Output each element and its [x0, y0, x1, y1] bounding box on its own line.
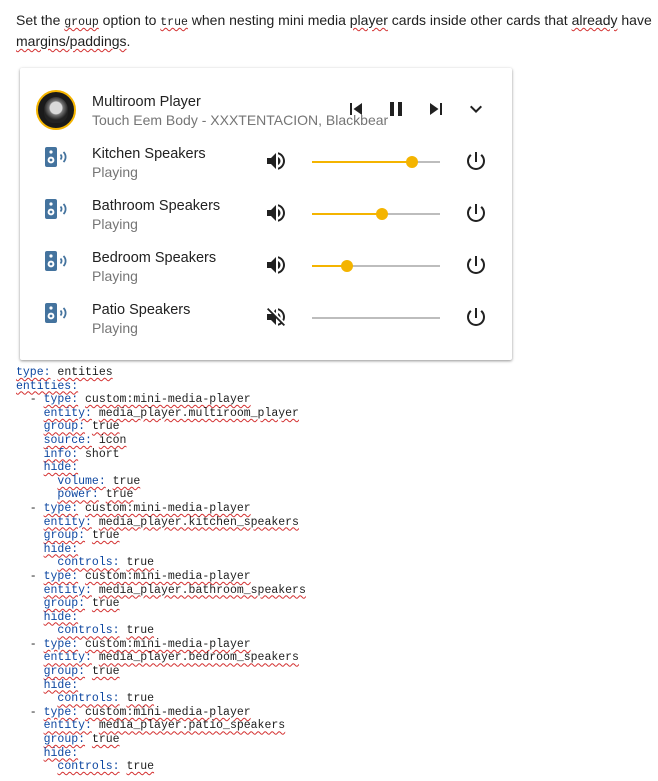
- media-player-card: [20, 68, 512, 360]
- yaml-line: [16, 420, 306, 434]
- album-art[interactable]: [36, 90, 76, 130]
- intro-text: [16, 11, 656, 50]
- yaml-line: [16, 488, 306, 502]
- yaml-key: hide:: [43, 461, 79, 475]
- yaml-key: controls:: [57, 556, 120, 570]
- power-button[interactable]: [464, 149, 488, 173]
- skip-previous-icon: [344, 97, 368, 121]
- yaml-line: [16, 407, 306, 421]
- code-group-option: group: [64, 16, 99, 29]
- yaml-key: entity:: [43, 583, 92, 597]
- speaker-icon: [44, 198, 70, 222]
- yaml-key: controls:: [57, 760, 120, 774]
- yaml-value: media_player.bedroom_speakers: [98, 651, 299, 665]
- yaml-line: - type: custom:mini-media-player: [16, 705, 251, 719]
- intro-text-part: cards inside other cards that: [387, 12, 572, 28]
- yaml-value: true: [91, 665, 120, 679]
- yaml-line: [16, 434, 306, 448]
- yaml-line: [16, 679, 306, 693]
- volume-fill: [312, 161, 412, 163]
- yaml-value: true: [91, 529, 120, 543]
- yaml-key: entity:: [43, 651, 92, 665]
- volume-high-icon: [264, 253, 288, 277]
- yaml-key: type:: [43, 569, 79, 583]
- yaml-key: controls:: [57, 624, 120, 638]
- intro-text-part: have: [617, 12, 652, 28]
- mute-button[interactable]: [264, 253, 288, 277]
- yaml-key: type:: [43, 501, 79, 515]
- yaml-value: media_player.patio_speakers: [98, 719, 286, 733]
- yaml-line: - type: custom:mini-media-player: [16, 569, 251, 583]
- volume-slider[interactable]: [312, 161, 440, 163]
- yaml-value: custom:mini-media-player: [85, 569, 251, 583]
- speaker-name: Bedroom Speakers: [92, 250, 217, 266]
- power-button[interactable]: [464, 305, 488, 329]
- speaker-name: Kitchen Speakers: [92, 146, 206, 162]
- yaml-key: volume:: [57, 474, 106, 488]
- yaml-key: group:: [43, 665, 86, 679]
- speaker-icon: [44, 250, 70, 274]
- yaml-key: entities:: [16, 379, 79, 393]
- yaml-key: hide:: [43, 678, 79, 692]
- yaml-value: true: [126, 556, 155, 570]
- intro-text-part: when nesting mini media: [187, 12, 350, 28]
- yaml-line: - type: custom:mini-media-player: [16, 637, 251, 651]
- yaml-line: [16, 556, 306, 570]
- yaml-key: entity:: [43, 515, 92, 529]
- player-title: Multiroom Player: [92, 94, 201, 110]
- yaml-key: hide:: [43, 610, 79, 624]
- yaml-value: true: [91, 420, 120, 434]
- speaker-state: Playing: [92, 216, 138, 232]
- yaml-value: true: [105, 488, 134, 502]
- yaml-key: type:: [43, 637, 79, 651]
- main-player-row: [20, 84, 512, 136]
- speaker-icon: [44, 146, 70, 170]
- volume-slider-thumb[interactable]: [406, 156, 418, 168]
- yaml-line: [16, 366, 306, 380]
- yaml-key: group:: [43, 597, 86, 611]
- yaml-key: group:: [43, 733, 86, 747]
- speaker-icon: [44, 302, 70, 326]
- yaml-line: [16, 624, 306, 638]
- yaml-key: type:: [16, 366, 51, 379]
- yaml-value: media_player.bathroom_speakers: [98, 583, 306, 597]
- unmute-button[interactable]: [264, 305, 288, 329]
- yaml-line: [16, 380, 306, 394]
- speaker-name: Bathroom Speakers: [92, 198, 221, 214]
- yaml-line: - type: custom:mini-media-player: [16, 501, 251, 515]
- yaml-line: [16, 529, 306, 543]
- yaml-key: info:: [43, 447, 79, 461]
- yaml-key: entity:: [43, 406, 92, 420]
- yaml-value: true: [126, 624, 155, 638]
- yaml-key: controls:: [57, 692, 120, 706]
- power-icon: [464, 305, 488, 329]
- intro-word-player: player: [349, 12, 388, 28]
- volume-slider[interactable]: [312, 213, 440, 215]
- yaml-line: [16, 461, 306, 475]
- yaml-line: [16, 597, 306, 611]
- chevron-down-icon: [464, 97, 488, 121]
- intro-text-part: option to: [98, 12, 161, 28]
- volume-slider[interactable]: [312, 317, 440, 319]
- yaml-line: [16, 665, 306, 679]
- power-icon: [464, 253, 488, 277]
- previous-track-button[interactable]: [344, 97, 368, 121]
- speaker-row-kitchen: [20, 136, 512, 188]
- yaml-value: true: [112, 474, 141, 488]
- yaml-line: [16, 651, 306, 665]
- volume-slider-thumb[interactable]: [376, 208, 388, 220]
- yaml-line: - type: custom:mini-media-player: [16, 393, 251, 407]
- skip-next-icon: [424, 97, 448, 121]
- yaml-value: true: [91, 733, 120, 747]
- yaml-key: type:: [43, 393, 79, 407]
- intro-word-margins: margins/paddings: [16, 33, 127, 49]
- pause-button[interactable]: [384, 97, 408, 121]
- power-button[interactable]: [464, 253, 488, 277]
- yaml-value: custom:mini-media-player: [85, 705, 251, 719]
- yaml-key: group:: [43, 420, 86, 434]
- yaml-key: source:: [43, 433, 92, 447]
- yaml-key: group:: [43, 529, 86, 543]
- yaml-value: true: [126, 692, 155, 706]
- yaml-line: [16, 733, 306, 747]
- power-icon: [464, 149, 488, 173]
- power-icon: [464, 201, 488, 225]
- yaml-line: [16, 543, 306, 557]
- yaml-key: hide:: [43, 542, 79, 556]
- volume-slider[interactable]: [312, 265, 440, 267]
- yaml-key: type:: [43, 705, 79, 719]
- yaml-line: [16, 760, 306, 774]
- yaml-line: [16, 475, 306, 489]
- volume-high-icon: [264, 149, 288, 173]
- intro-text-part: Set the: [16, 12, 65, 28]
- speaker-row-patio: [20, 292, 512, 344]
- yaml-value: custom:mini-media-player: [85, 501, 251, 515]
- power-button[interactable]: [464, 201, 488, 225]
- mute-button[interactable]: [264, 201, 288, 225]
- volume-fill: [312, 213, 382, 215]
- yaml-value: custom:mini-media-player: [85, 393, 251, 407]
- volume-slider-thumb[interactable]: [341, 260, 353, 272]
- yaml-value: media_player.multiroom_player: [98, 406, 299, 420]
- mute-button[interactable]: [264, 149, 288, 173]
- yaml-line: [16, 719, 306, 733]
- next-track-button[interactable]: [424, 97, 448, 121]
- speaker-state: Playing: [92, 164, 138, 180]
- yaml-line: [16, 611, 306, 625]
- expand-button[interactable]: [464, 97, 488, 121]
- yaml-line: [16, 692, 306, 706]
- intro-word-already: already: [571, 12, 618, 28]
- yaml-line: [16, 448, 306, 462]
- speaker-row-bedroom: [20, 240, 512, 292]
- code-true-value: true: [160, 16, 188, 29]
- yaml-code-block: [16, 366, 306, 774]
- volume-high-icon: [264, 201, 288, 225]
- yaml-key: power:: [57, 488, 99, 502]
- speaker-name: Patio Speakers: [92, 302, 191, 318]
- yaml-value: icon: [98, 433, 127, 447]
- yaml-line: [16, 516, 306, 530]
- speaker-state: Playing: [92, 320, 138, 336]
- intro-text-part: .: [126, 33, 131, 49]
- album-art-image: [44, 97, 68, 123]
- yaml-value: entities: [57, 366, 113, 379]
- yaml-key: entity:: [43, 719, 92, 733]
- yaml-value: custom:mini-media-player: [85, 637, 251, 651]
- yaml-value: true: [91, 597, 120, 611]
- speaker-row-bathroom: [20, 188, 512, 240]
- yaml-value: short: [85, 447, 120, 461]
- pause-icon: [384, 97, 408, 121]
- yaml-key: hide:: [43, 746, 79, 760]
- yaml-value: media_player.kitchen_speakers: [98, 515, 299, 529]
- volume-off-icon: [264, 305, 288, 329]
- yaml-line: [16, 584, 306, 598]
- yaml-value: true: [126, 760, 155, 774]
- yaml-line: [16, 747, 306, 761]
- speaker-state: Playing: [92, 268, 138, 284]
- player-track-info: Touch Eem Body - XXXTENTACION, Blackbear: [92, 112, 389, 128]
